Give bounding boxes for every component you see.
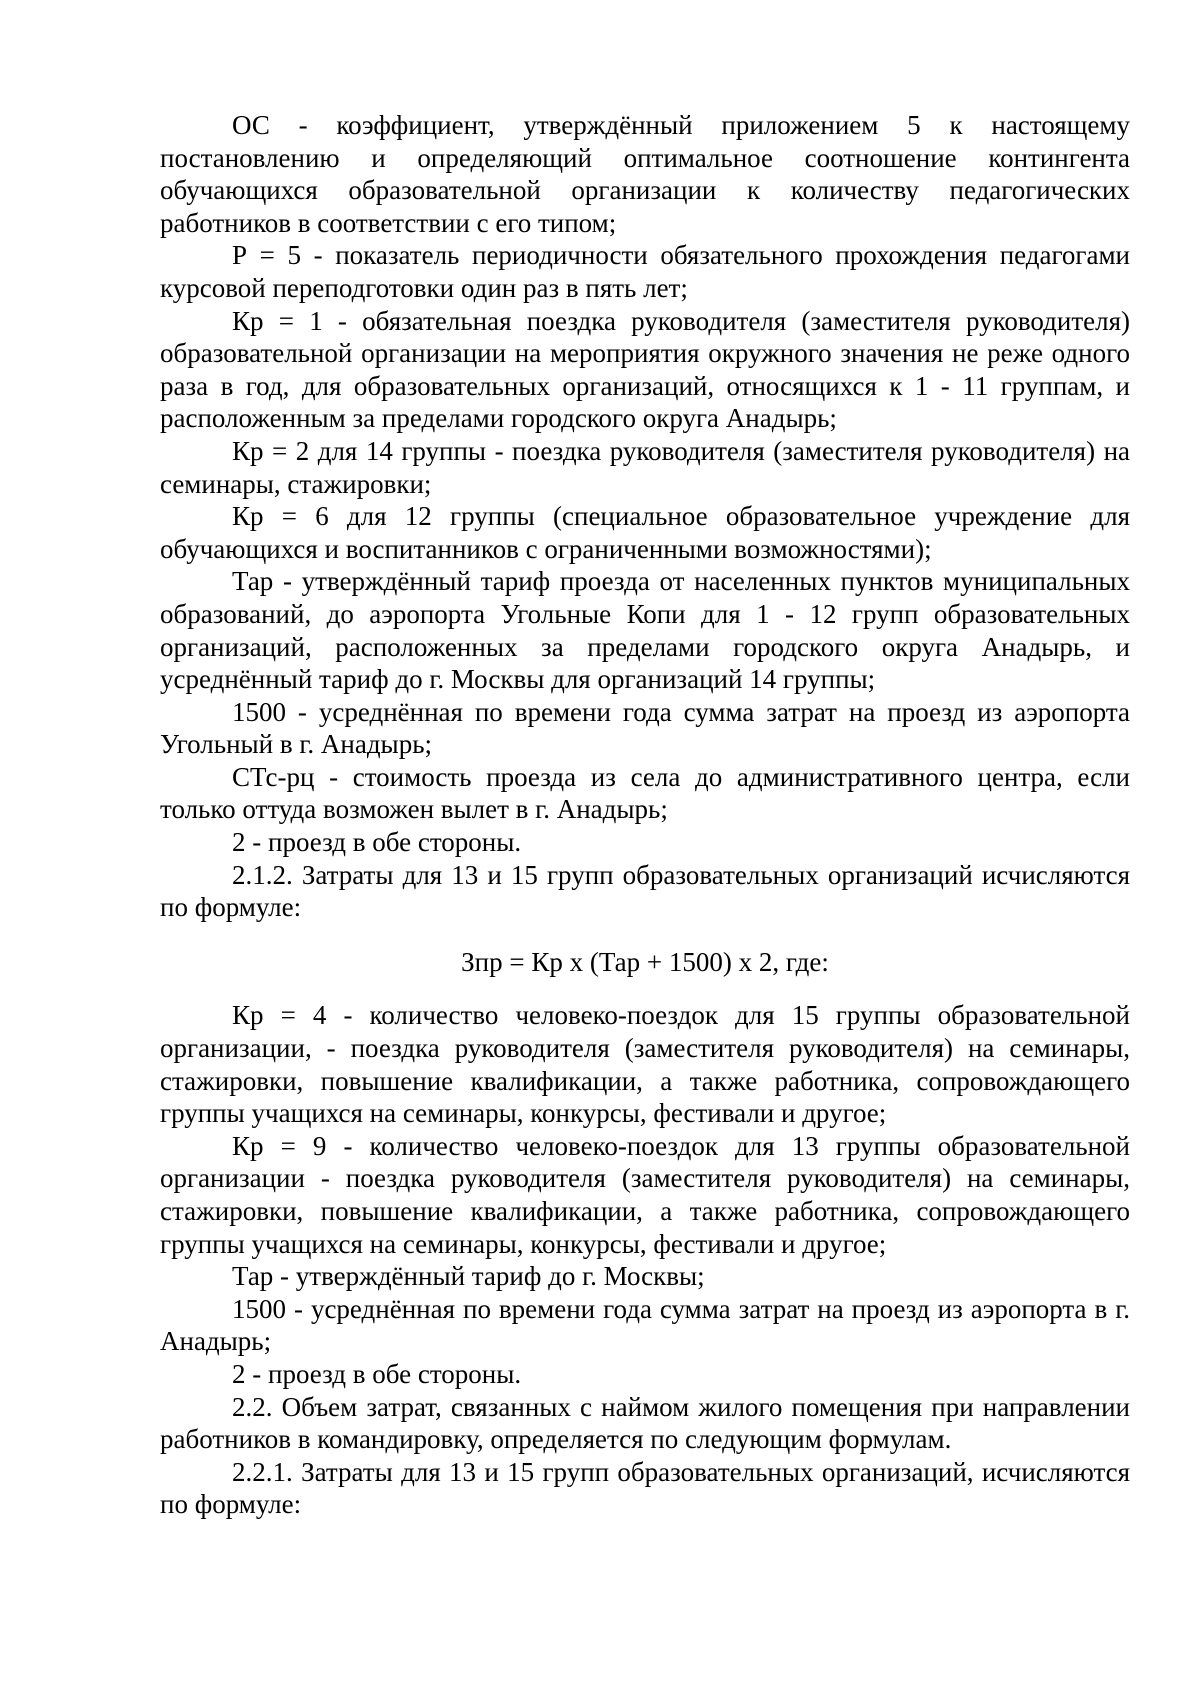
paragraph-tar-moscow: Тар - утверждённый тариф до г. Москвы;: [232, 1261, 705, 1292]
paragraph-both-ways: 2 - проезд в обе стороны.: [232, 827, 522, 858]
paragraph-both-ways-2: 2 - проезд в обе стороны.: [232, 1358, 522, 1389]
paragraph-kr-2: Кр = 2 для 14 группы - поездка руководителя (заместителя руководителя) на семинары, стажировки;: [160, 435, 1130, 499]
paragraph-1500-airport: 1500 - усреднённая по времени года сумма затрат на проезд из аэропорта Угольный в г. Анадырь;: [160, 696, 1130, 760]
paragraph-kr-6: Кр = 6 для 12 группы (специальное образовательное учреждение для обучающихся и воспитанников с ограниченными возможностями);: [160, 501, 1130, 564]
paragraph-kr-4: Кр = 4 - количество человеко-поездок для 15 группы образовательной организации, - поездка руководителя (заместителя руководителя) на семинары, стажировки, повышение квалификации, а также работника, сопровождающего группы учащихся на семинары, конкурсы, фестивали и другое;: [160, 1000, 1130, 1129]
paragraph-kr-9: Кр = 9 - количество человеко-поездок для 13 группы образовательной организации - поездка руководителя (заместителя руководителя) на семинары, стажировки, повышение квалификации, а также работника, сопровождающего группы учащихся на семинары, конкурсы, фестивали и другое;: [160, 1130, 1130, 1259]
paragraph-section-2-2: 2.2. Объем затрат, связанных с наймом жилого помещения при направлении работников в командировку, определяется по следующим формулам.: [160, 1391, 1130, 1455]
paragraph-os-coefficient: ОС - коэффициент, утверждённый приложением 5 к настоящему постановлению и определяющий оптимальное соотношение контингента обучающихся образовательной организации к количеству педагогических работников в соответствии с его типом;: [160, 110, 1130, 238]
formula-zpr: Зпр = Кр х (Тар + 1500) х 2, где:: [461, 946, 829, 977]
paragraph-tar-tariff: Тар - утверждённый тариф проезда от населенных пунктов муниципальных образований, до аэропорта Угольные Копи для 1 - 12 групп образовательных организаций, расположенных за пределами городского округа Анадырь, и усреднённый тариф до г. Москвы для организаций 14 группы;: [160, 566, 1130, 695]
paragraph-1500-anadyr: 1500 - усреднённая по времени года сумма затрат на проезд из аэропорта в г. Анадырь;: [160, 1293, 1130, 1357]
paragraph-section-2-1-2: 2.1.2. Затраты для 13 и 15 групп образовательных организаций исчисляются по формуле:: [160, 859, 1130, 923]
document-page: [160, 109, 1130, 1521]
paragraph-p-periodicity: Р = 5 - показатель периодичности обязательного прохождения педагогами курсовой переподготовки один раз в пять лет;: [160, 240, 1130, 303]
paragraph-kr-1: Кр = 1 - обязательная поездка руководителя (заместителя руководителя) образовательной организации на мероприятия окружного значения не реже одного раза в год, для образовательных организаций, относящихся к 1 - 11 группам, и расположенным за пределами городского округа Анадырь;: [160, 305, 1130, 434]
paragraph-section-2-2-1: 2.2.1. Затраты для 13 и 15 групп образовательных организаций, исчисляются по формуле:: [160, 1456, 1130, 1520]
paragraph-stc-rc: СТс-рц - стоимость проезда из села до административного центра, если только оттуда возможен вылет в г. Анадырь;: [160, 761, 1130, 825]
